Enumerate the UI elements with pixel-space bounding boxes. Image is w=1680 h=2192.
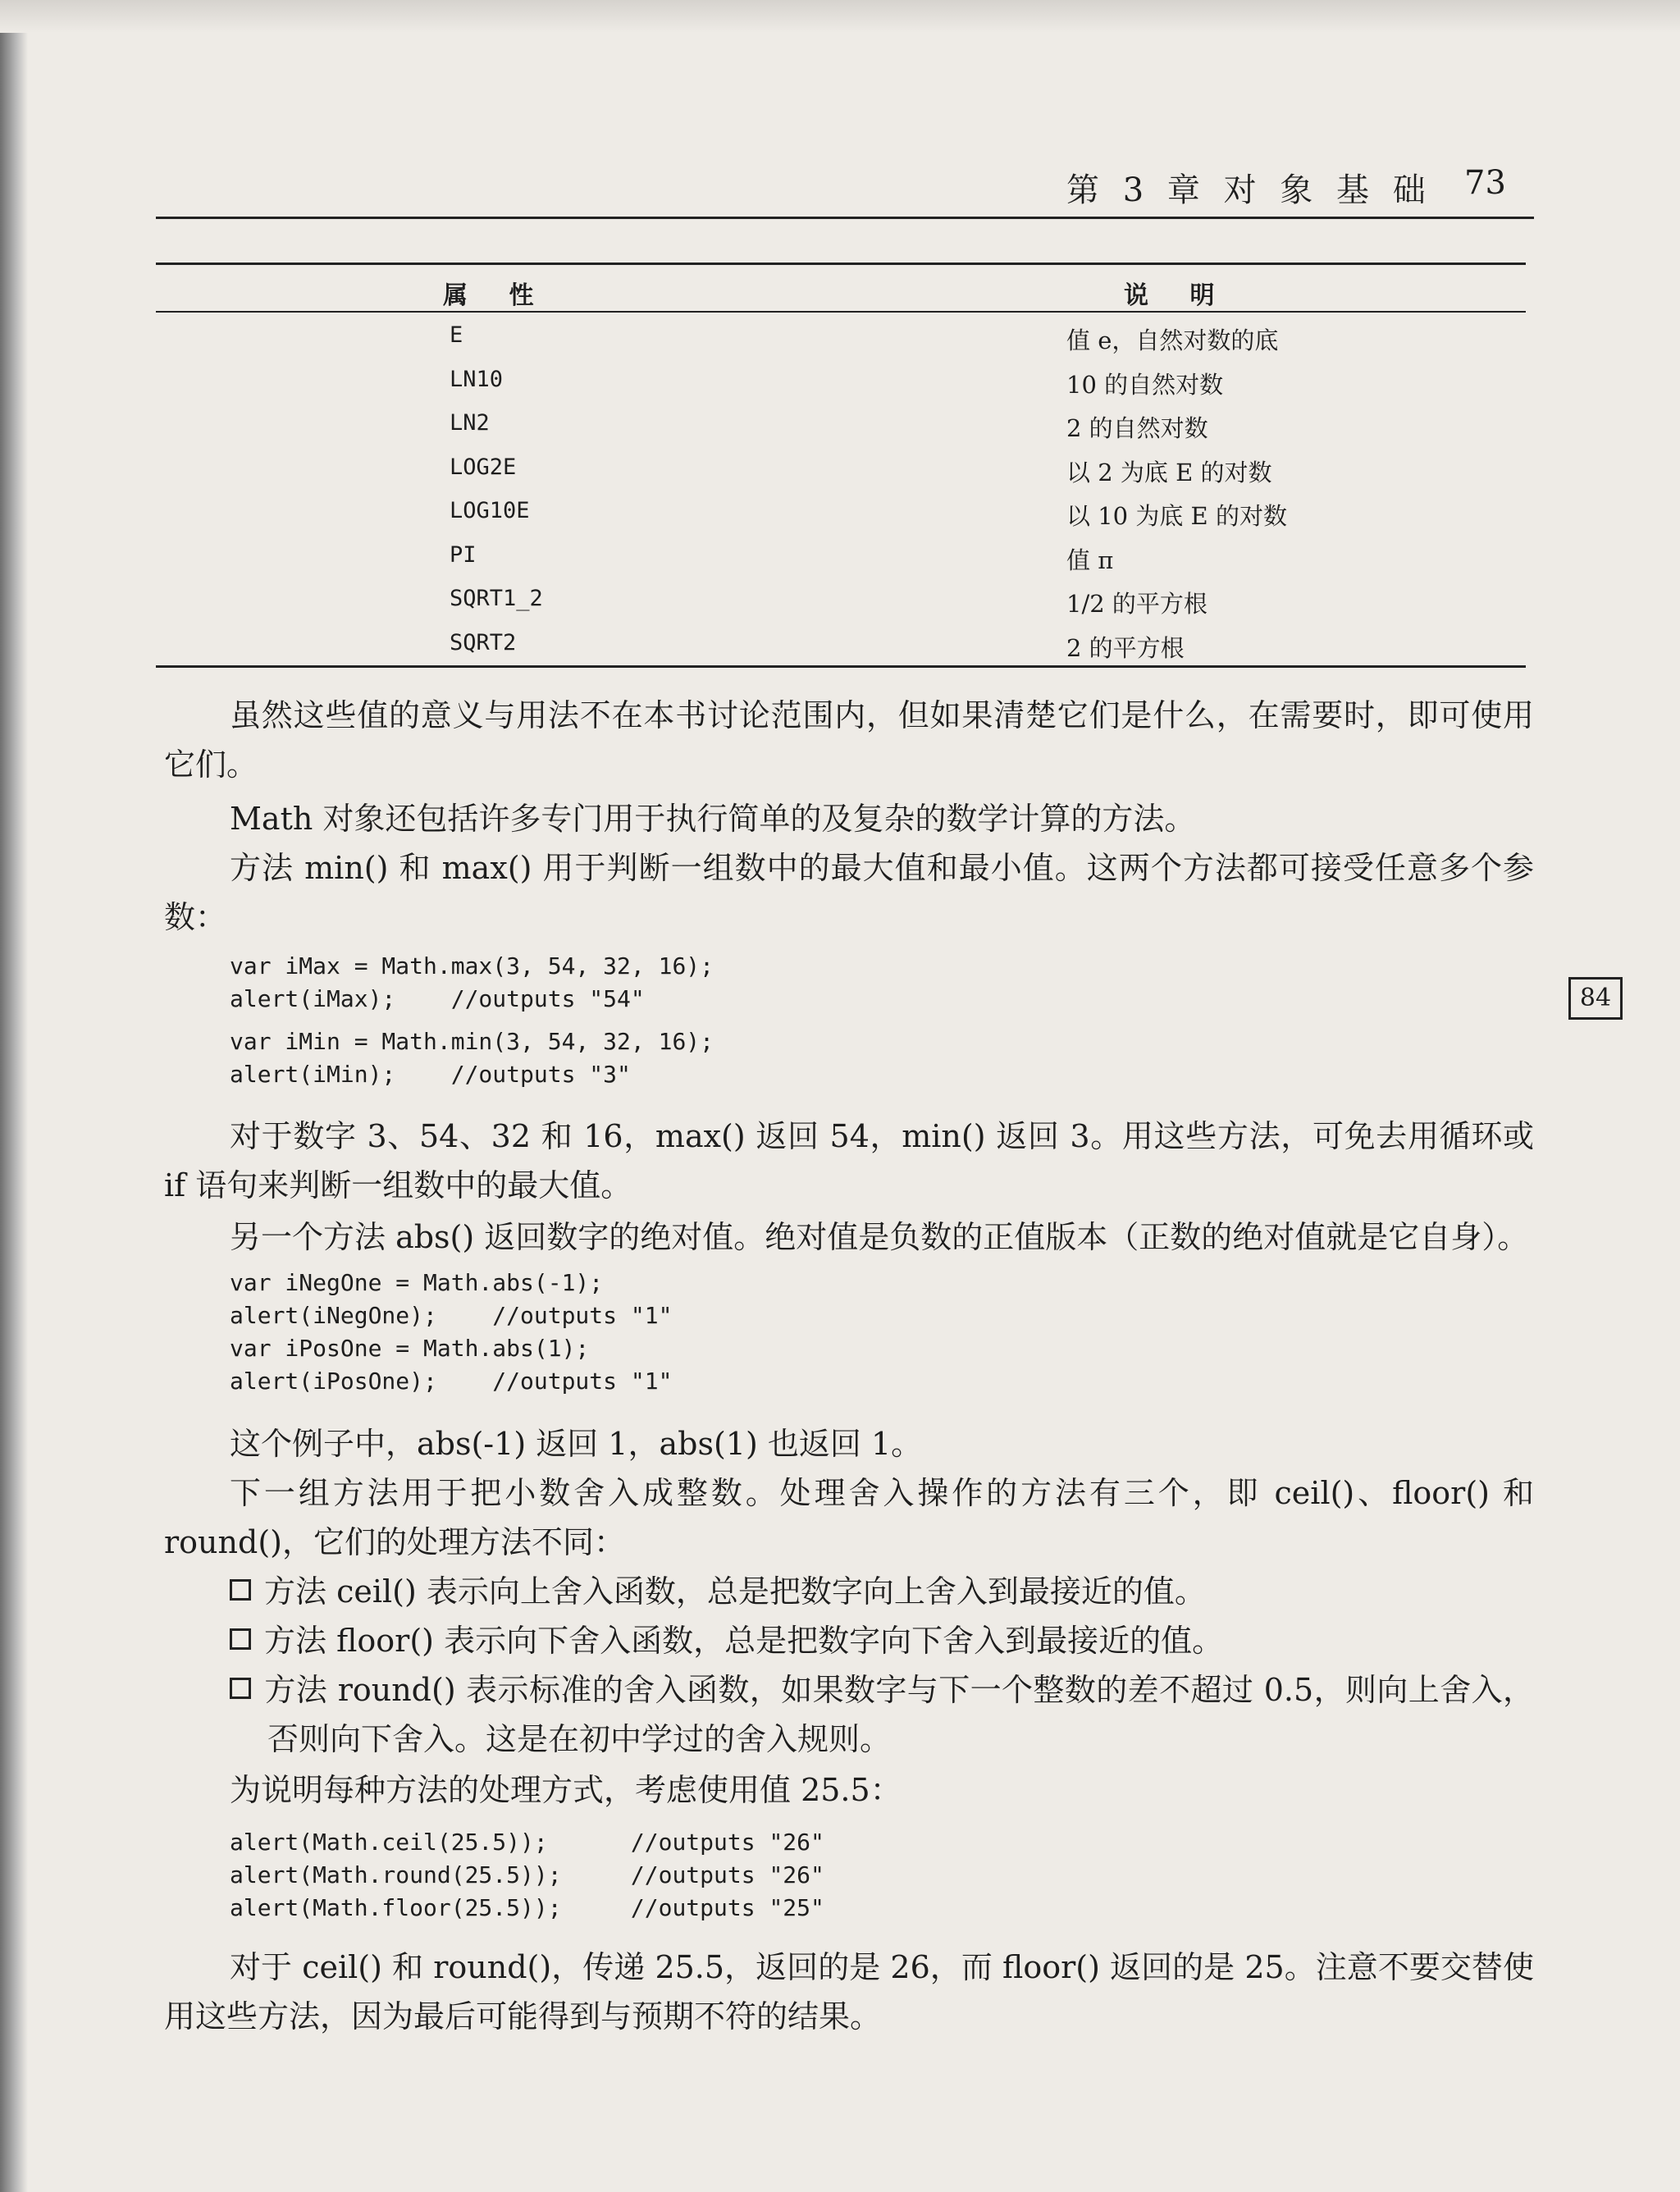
paragraph: 虽然这些值的意义与用法不在本书讨论范围内，但如果清楚它们是什么，在需要时，即可使用它们。 bbox=[164, 697, 1534, 783]
paragraph: 另一个方法 abs() 返回数字的绝对值。绝对值是负数的正值版本（正数的绝对值就是它自身）。 bbox=[230, 1219, 1529, 1255]
paragraph-min-max-result bbox=[164, 1112, 1534, 1210]
table-row bbox=[156, 490, 1526, 534]
paragraph: 为说明每种方法的处理方式，考虑使用值 25.5： bbox=[230, 1772, 902, 1808]
paragraph-rounding bbox=[164, 1468, 1534, 1567]
paragraph-values-usage bbox=[164, 691, 1534, 789]
paragraph-example-intro bbox=[164, 1765, 1534, 1815]
code-block-min: var iMin = Math.min(3, 54, 32, 16); alert(iMin); //outputs "3" bbox=[230, 1028, 714, 1088]
property-name: LN2 bbox=[450, 410, 490, 436]
property-name: SQRT1_2 bbox=[450, 586, 543, 611]
paragraph-min-max bbox=[164, 843, 1534, 942]
paragraph: Math 对象还包括许多专门用于执行简单的及复杂的数学计算的方法。 bbox=[230, 801, 1196, 837]
property-name: E bbox=[450, 322, 463, 348]
list-item bbox=[230, 1567, 1534, 1616]
table-row bbox=[156, 314, 1526, 358]
column-header-property: 属 性 bbox=[443, 281, 550, 310]
paragraph: 方法 min() 和 max() 用于判断一组数中的最大值和最小值。这两个方法都可接受任意多个参数： bbox=[164, 850, 1534, 935]
property-name: SQRT2 bbox=[450, 629, 517, 655]
property-description: 以 10 为底 E 的对数 bbox=[1066, 502, 1287, 530]
column-header-description: 说 明 bbox=[1124, 281, 1231, 310]
paragraph-abs-result bbox=[164, 1419, 1534, 1468]
table-row bbox=[156, 578, 1526, 622]
code-block-abs: var iNegOne = Math.abs(-1); alert(iNegOne); //outputs "1" var iPosOne = Math.abs(1); alert(iPosOne); //outputs "1" bbox=[230, 1269, 673, 1395]
list-item-text: 方法 ceil() 表示向上舍入函数，总是把数字向上舍入到最接近的值。 bbox=[264, 1573, 1206, 1610]
paragraph-rounding-result bbox=[164, 1943, 1534, 2041]
checkbox-bullet-icon bbox=[230, 1628, 251, 1650]
code-block-max: var iMax = Math.max(3, 54, 32, 16); alert(iMax); //outputs "54" bbox=[230, 952, 714, 1012]
table-row bbox=[156, 534, 1526, 578]
checkbox-bullet-icon bbox=[230, 1678, 251, 1699]
property-description: 1/2 的平方根 bbox=[1066, 590, 1208, 618]
list-item-text: 方法 round() 表示标准的舍入函数，如果数字与下一个整数的差不超过 0.5，则向上舍入，否则向下舍入。这是在初中学过的舍入规则。 bbox=[264, 1672, 1534, 1757]
table-body bbox=[156, 313, 1526, 665]
math-properties-table bbox=[156, 263, 1526, 668]
table-row bbox=[156, 446, 1526, 491]
header-rule bbox=[156, 217, 1534, 219]
book-spine-shadow bbox=[0, 0, 28, 2192]
property-name: PI bbox=[450, 541, 477, 568]
paragraph-math-methods bbox=[164, 794, 1534, 843]
running-header bbox=[1066, 164, 1526, 211]
page-top-shadow bbox=[0, 0, 1680, 33]
paragraph: 下一组方法用于把小数舍入成整数。处理舍入操作的方法有三个，即 ceil()、floor() 和 round()，它们的处理方法不同： bbox=[164, 1475, 1534, 1560]
paragraph: 对于 ceil() 和 round()，传递 25.5，返回的是 26，而 floor() 返回的是 25。注意不要交替使用这些方法，因为最后可能得到与预期不符的结果。 bbox=[164, 1949, 1534, 2034]
table-bottom-rule bbox=[156, 665, 1526, 668]
code-block-rounding: alert(Math.ceil(25.5)); //outputs "26" alert(Math.round(25.5)); //outputs "26" alert(Math.floor(25.5)); //outputs "25" bbox=[230, 1829, 824, 1921]
list-item bbox=[230, 1665, 1534, 1764]
chapter-title: 第 3 章 对 象 基 础 bbox=[1066, 171, 1432, 209]
property-description: 2 的自然对数 bbox=[1066, 414, 1208, 442]
page-number: 73 bbox=[1464, 164, 1506, 202]
table-row bbox=[156, 402, 1526, 446]
property-description: 以 2 为底 E 的对数 bbox=[1066, 458, 1272, 486]
table-header bbox=[156, 265, 1526, 311]
list-item-text: 方法 floor() 表示向下舍入函数，总是把数字向下舍入到最接近的值。 bbox=[264, 1623, 1224, 1659]
checkbox-bullet-icon bbox=[230, 1579, 251, 1601]
property-name: LOG10E bbox=[450, 498, 530, 523]
paragraph: 对于数字 3、54、32 和 16，max() 返回 54，min() 返回 3。用这些方法，可免去用循环或 if 语句来判断一组数中的最大值。 bbox=[164, 1118, 1534, 1203]
bullet-list bbox=[230, 1567, 1534, 1764]
table-row bbox=[156, 358, 1526, 403]
property-name: LOG2E bbox=[450, 454, 517, 480]
paragraph: 这个例子中，abs(-1) 返回 1，abs(1) 也返回 1。 bbox=[230, 1426, 923, 1462]
original-page-reference: 84 bbox=[1568, 977, 1623, 1020]
property-description: 值 π bbox=[1066, 546, 1114, 574]
table-row bbox=[156, 622, 1526, 666]
paragraph-abs bbox=[164, 1212, 1534, 1262]
list-item bbox=[230, 1616, 1534, 1665]
property-description: 10 的自然对数 bbox=[1066, 370, 1224, 399]
property-description: 值 e，自然对数的底 bbox=[1066, 327, 1279, 354]
property-name: LN10 bbox=[450, 366, 504, 392]
property-description: 2 的平方根 bbox=[1066, 633, 1185, 662]
